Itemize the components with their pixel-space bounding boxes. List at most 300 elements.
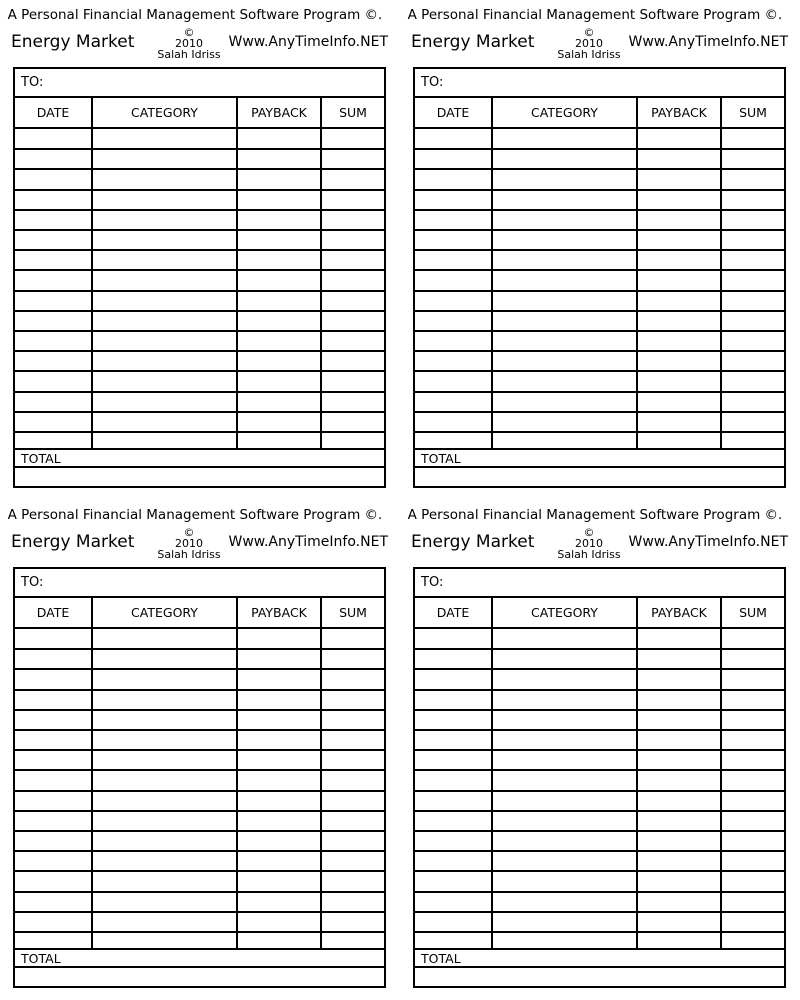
cell-payback[interactable]: [238, 831, 320, 849]
cell-sum[interactable]: [722, 690, 784, 708]
cell-category[interactable]: [93, 412, 236, 430]
cell-category[interactable]: [93, 371, 236, 389]
cell-payback[interactable]: [238, 331, 320, 349]
table-row[interactable]: [15, 371, 384, 391]
total-value[interactable]: [415, 968, 784, 986]
table-row[interactable]: [415, 392, 784, 412]
cell-date[interactable]: [15, 351, 91, 369]
table-row[interactable]: [15, 311, 384, 331]
cell-payback[interactable]: [238, 169, 320, 187]
cell-date[interactable]: [415, 871, 491, 889]
cell-payback[interactable]: [238, 669, 320, 687]
cell-category[interactable]: [493, 169, 636, 187]
cell-payback[interactable]: [638, 210, 720, 228]
cell-payback[interactable]: [238, 371, 320, 389]
table-row[interactable]: [415, 169, 784, 189]
cell-sum[interactable]: [322, 190, 384, 208]
cell-category[interactable]: [493, 851, 636, 869]
table-row[interactable]: [15, 629, 384, 649]
table-row[interactable]: [415, 892, 784, 912]
cell-category[interactable]: [493, 190, 636, 208]
cell-sum[interactable]: [722, 669, 784, 687]
cell-category[interactable]: [493, 270, 636, 288]
cell-payback[interactable]: [238, 851, 320, 869]
cell-date[interactable]: [15, 750, 91, 768]
cell-payback[interactable]: [638, 690, 720, 708]
cell-category[interactable]: [93, 129, 236, 147]
cell-sum[interactable]: [722, 730, 784, 748]
cell-category[interactable]: [93, 351, 236, 369]
cell-category[interactable]: [93, 250, 236, 268]
table-row[interactable]: [415, 371, 784, 391]
table-row[interactable]: [15, 669, 384, 689]
cell-category[interactable]: [93, 871, 236, 889]
cell-payback[interactable]: [238, 270, 320, 288]
table-row[interactable]: [15, 770, 384, 790]
cell-sum[interactable]: [322, 730, 384, 748]
table-row[interactable]: [15, 892, 384, 912]
cell-sum[interactable]: [322, 791, 384, 809]
cell-category[interactable]: [493, 412, 636, 430]
table-row[interactable]: [15, 791, 384, 811]
cell-sum[interactable]: [722, 770, 784, 788]
cell-date[interactable]: [415, 649, 491, 667]
table-row[interactable]: [415, 710, 784, 730]
cell-date[interactable]: [415, 149, 491, 167]
cell-date[interactable]: [15, 770, 91, 788]
cell-payback[interactable]: [638, 649, 720, 667]
cell-date[interactable]: [15, 831, 91, 849]
to-row[interactable]: [415, 69, 784, 98]
cell-category[interactable]: [93, 811, 236, 829]
table-row[interactable]: [15, 710, 384, 730]
cell-date[interactable]: [15, 791, 91, 809]
cell-date[interactable]: [15, 730, 91, 748]
table-row[interactable]: [15, 690, 384, 710]
cell-payback[interactable]: [638, 871, 720, 889]
cell-date[interactable]: [15, 230, 91, 248]
table-row[interactable]: [15, 270, 384, 290]
cell-category[interactable]: [493, 690, 636, 708]
cell-sum[interactable]: [722, 871, 784, 889]
table-row[interactable]: [15, 851, 384, 871]
cell-sum[interactable]: [722, 291, 784, 309]
cell-sum[interactable]: [322, 371, 384, 389]
cell-date[interactable]: [415, 129, 491, 147]
cell-sum[interactable]: [322, 250, 384, 268]
cell-date[interactable]: [415, 710, 491, 728]
cell-sum[interactable]: [722, 851, 784, 869]
table-row[interactable]: [415, 291, 784, 311]
cell-sum[interactable]: [722, 270, 784, 288]
cell-sum[interactable]: [722, 371, 784, 389]
cell-sum[interactable]: [722, 169, 784, 187]
table-row[interactable]: [415, 770, 784, 790]
to-row[interactable]: [415, 569, 784, 598]
table-row[interactable]: [15, 750, 384, 770]
cell-category[interactable]: [493, 871, 636, 889]
cell-payback[interactable]: [638, 750, 720, 768]
cell-date[interactable]: [15, 649, 91, 667]
cell-sum[interactable]: [322, 669, 384, 687]
table-row[interactable]: [415, 190, 784, 210]
cell-category[interactable]: [493, 331, 636, 349]
table-row[interactable]: [415, 871, 784, 891]
table-row[interactable]: [415, 230, 784, 250]
table-row[interactable]: [15, 230, 384, 250]
cell-sum[interactable]: [722, 392, 784, 410]
cell-date[interactable]: [415, 230, 491, 248]
cell-category[interactable]: [493, 371, 636, 389]
cell-date[interactable]: [415, 750, 491, 768]
cell-payback[interactable]: [238, 770, 320, 788]
cell-category[interactable]: [493, 291, 636, 309]
cell-category[interactable]: [93, 629, 236, 647]
cell-payback[interactable]: [238, 730, 320, 748]
cell-date[interactable]: [415, 250, 491, 268]
cell-date[interactable]: [15, 412, 91, 430]
cell-payback[interactable]: [238, 351, 320, 369]
cell-category[interactable]: [493, 250, 636, 268]
cell-category[interactable]: [493, 831, 636, 849]
cell-payback[interactable]: [638, 770, 720, 788]
cell-payback[interactable]: [238, 811, 320, 829]
cell-sum[interactable]: [322, 311, 384, 329]
table-row[interactable]: [15, 291, 384, 311]
cell-payback[interactable]: [638, 311, 720, 329]
cell-date[interactable]: [415, 690, 491, 708]
cell-category[interactable]: [93, 892, 236, 910]
cell-sum[interactable]: [322, 831, 384, 849]
cell-sum[interactable]: [322, 770, 384, 788]
table-row[interactable]: [15, 392, 384, 412]
cell-category[interactable]: [93, 710, 236, 728]
table-row[interactable]: [415, 690, 784, 710]
cell-category[interactable]: [93, 912, 236, 930]
cell-payback[interactable]: [238, 690, 320, 708]
cell-date[interactable]: [415, 392, 491, 410]
table-row[interactable]: [415, 831, 784, 851]
table-row[interactable]: [415, 331, 784, 351]
cell-sum[interactable]: [322, 149, 384, 167]
table-row[interactable]: [15, 210, 384, 230]
cell-category[interactable]: [93, 270, 236, 288]
table-row[interactable]: [415, 311, 784, 331]
total-value[interactable]: [415, 468, 784, 486]
table-row[interactable]: [415, 270, 784, 290]
cell-date[interactable]: [15, 371, 91, 389]
cell-category[interactable]: [493, 791, 636, 809]
cell-date[interactable]: [415, 831, 491, 849]
table-row[interactable]: [415, 210, 784, 230]
cell-payback[interactable]: [638, 250, 720, 268]
cell-payback[interactable]: [638, 392, 720, 410]
cell-sum[interactable]: [722, 710, 784, 728]
cell-category[interactable]: [93, 649, 236, 667]
cell-category[interactable]: [493, 710, 636, 728]
cell-sum[interactable]: [722, 892, 784, 910]
cell-date[interactable]: [15, 250, 91, 268]
cell-sum[interactable]: [322, 710, 384, 728]
cell-date[interactable]: [15, 169, 91, 187]
cell-payback[interactable]: [638, 169, 720, 187]
cell-payback[interactable]: [238, 412, 320, 430]
cell-sum[interactable]: [722, 629, 784, 647]
cell-sum[interactable]: [722, 190, 784, 208]
cell-category[interactable]: [493, 912, 636, 930]
cell-date[interactable]: [15, 710, 91, 728]
cell-category[interactable]: [93, 669, 236, 687]
cell-sum[interactable]: [722, 230, 784, 248]
table-row[interactable]: [15, 331, 384, 351]
cell-sum[interactable]: [322, 129, 384, 147]
cell-category[interactable]: [93, 690, 236, 708]
cell-sum[interactable]: [722, 250, 784, 268]
cell-category[interactable]: [93, 190, 236, 208]
cell-date[interactable]: [15, 311, 91, 329]
cell-payback[interactable]: [638, 811, 720, 829]
cell-sum[interactable]: [722, 412, 784, 430]
cell-payback[interactable]: [638, 351, 720, 369]
cell-sum[interactable]: [322, 412, 384, 430]
cell-category[interactable]: [93, 331, 236, 349]
cell-category[interactable]: [493, 149, 636, 167]
cell-date[interactable]: [15, 291, 91, 309]
table-row[interactable]: [15, 190, 384, 210]
cell-sum[interactable]: [322, 291, 384, 309]
cell-date[interactable]: [15, 190, 91, 208]
cell-payback[interactable]: [238, 311, 320, 329]
cell-category[interactable]: [493, 351, 636, 369]
cell-payback[interactable]: [638, 331, 720, 349]
cell-sum[interactable]: [322, 649, 384, 667]
to-row[interactable]: [15, 569, 384, 598]
cell-payback[interactable]: [638, 149, 720, 167]
cell-date[interactable]: [15, 331, 91, 349]
table-row[interactable]: [415, 149, 784, 169]
cell-date[interactable]: [415, 291, 491, 309]
table-row[interactable]: [415, 129, 784, 149]
cell-payback[interactable]: [238, 871, 320, 889]
cell-payback[interactable]: [238, 392, 320, 410]
cell-sum[interactable]: [722, 331, 784, 349]
cell-payback[interactable]: [638, 730, 720, 748]
to-row[interactable]: [15, 69, 384, 98]
cell-sum[interactable]: [722, 649, 784, 667]
table-row[interactable]: [415, 629, 784, 649]
cell-date[interactable]: [415, 351, 491, 369]
cell-sum[interactable]: [722, 129, 784, 147]
table-row[interactable]: [15, 831, 384, 851]
cell-payback[interactable]: [638, 190, 720, 208]
table-row[interactable]: [15, 811, 384, 831]
cell-category[interactable]: [493, 730, 636, 748]
table-row[interactable]: [15, 250, 384, 270]
cell-date[interactable]: [415, 912, 491, 930]
cell-date[interactable]: [15, 811, 91, 829]
cell-category[interactable]: [493, 210, 636, 228]
cell-payback[interactable]: [638, 629, 720, 647]
cell-date[interactable]: [15, 851, 91, 869]
table-row[interactable]: [415, 649, 784, 669]
cell-payback[interactable]: [238, 230, 320, 248]
cell-payback[interactable]: [638, 791, 720, 809]
cell-sum[interactable]: [322, 912, 384, 930]
cell-category[interactable]: [93, 230, 236, 248]
cell-sum[interactable]: [722, 831, 784, 849]
cell-category[interactable]: [493, 669, 636, 687]
cell-category[interactable]: [93, 392, 236, 410]
table-row[interactable]: [415, 250, 784, 270]
cell-category[interactable]: [93, 210, 236, 228]
table-row[interactable]: [15, 730, 384, 750]
cell-category[interactable]: [93, 750, 236, 768]
cell-date[interactable]: [415, 331, 491, 349]
cell-category[interactable]: [493, 770, 636, 788]
cell-sum[interactable]: [322, 351, 384, 369]
cell-sum[interactable]: [322, 230, 384, 248]
cell-payback[interactable]: [638, 371, 720, 389]
cell-category[interactable]: [93, 149, 236, 167]
cell-date[interactable]: [415, 371, 491, 389]
cell-sum[interactable]: [722, 210, 784, 228]
cell-payback[interactable]: [638, 831, 720, 849]
cell-date[interactable]: [415, 811, 491, 829]
table-row[interactable]: [415, 730, 784, 750]
cell-date[interactable]: [415, 190, 491, 208]
cell-sum[interactable]: [722, 791, 784, 809]
cell-date[interactable]: [415, 669, 491, 687]
cell-payback[interactable]: [238, 149, 320, 167]
table-row[interactable]: [15, 169, 384, 189]
cell-sum[interactable]: [722, 149, 784, 167]
cell-payback[interactable]: [238, 791, 320, 809]
cell-category[interactable]: [93, 791, 236, 809]
cell-date[interactable]: [415, 892, 491, 910]
cell-category[interactable]: [93, 730, 236, 748]
table-row[interactable]: [415, 750, 784, 770]
cell-payback[interactable]: [238, 629, 320, 647]
cell-date[interactable]: [415, 270, 491, 288]
table-row[interactable]: [415, 811, 784, 831]
cell-sum[interactable]: [322, 690, 384, 708]
cell-date[interactable]: [415, 412, 491, 430]
cell-sum[interactable]: [322, 629, 384, 647]
cell-date[interactable]: [415, 730, 491, 748]
cell-payback[interactable]: [238, 892, 320, 910]
table-row[interactable]: [415, 351, 784, 371]
cell-payback[interactable]: [638, 412, 720, 430]
cell-payback[interactable]: [238, 291, 320, 309]
cell-sum[interactable]: [722, 351, 784, 369]
table-row[interactable]: [415, 851, 784, 871]
cell-payback[interactable]: [638, 710, 720, 728]
cell-date[interactable]: [415, 311, 491, 329]
cell-sum[interactable]: [722, 811, 784, 829]
cell-payback[interactable]: [638, 291, 720, 309]
cell-category[interactable]: [493, 649, 636, 667]
table-row[interactable]: [415, 791, 784, 811]
cell-sum[interactable]: [322, 210, 384, 228]
cell-sum[interactable]: [322, 331, 384, 349]
cell-date[interactable]: [15, 690, 91, 708]
cell-category[interactable]: [493, 750, 636, 768]
cell-category[interactable]: [93, 311, 236, 329]
cell-date[interactable]: [15, 149, 91, 167]
cell-date[interactable]: [415, 629, 491, 647]
cell-sum[interactable]: [322, 392, 384, 410]
cell-date[interactable]: [15, 210, 91, 228]
cell-date[interactable]: [15, 392, 91, 410]
cell-category[interactable]: [93, 851, 236, 869]
cell-date[interactable]: [415, 770, 491, 788]
cell-payback[interactable]: [238, 750, 320, 768]
cell-date[interactable]: [415, 791, 491, 809]
cell-payback[interactable]: [238, 250, 320, 268]
cell-sum[interactable]: [322, 892, 384, 910]
cell-category[interactable]: [93, 169, 236, 187]
total-value[interactable]: [15, 468, 384, 486]
cell-category[interactable]: [93, 291, 236, 309]
table-row[interactable]: [415, 912, 784, 932]
table-row[interactable]: [415, 412, 784, 432]
table-row[interactable]: [15, 871, 384, 891]
cell-sum[interactable]: [322, 871, 384, 889]
cell-category[interactable]: [93, 831, 236, 849]
cell-payback[interactable]: [238, 210, 320, 228]
cell-payback[interactable]: [638, 851, 720, 869]
cell-date[interactable]: [15, 892, 91, 910]
cell-sum[interactable]: [722, 750, 784, 768]
cell-date[interactable]: [415, 210, 491, 228]
table-row[interactable]: [15, 129, 384, 149]
cell-date[interactable]: [15, 629, 91, 647]
cell-sum[interactable]: [722, 311, 784, 329]
cell-category[interactable]: [493, 392, 636, 410]
cell-sum[interactable]: [322, 750, 384, 768]
table-row[interactable]: [415, 669, 784, 689]
cell-category[interactable]: [493, 311, 636, 329]
cell-payback[interactable]: [638, 129, 720, 147]
cell-payback[interactable]: [638, 270, 720, 288]
cell-sum[interactable]: [322, 169, 384, 187]
cell-date[interactable]: [15, 270, 91, 288]
cell-category[interactable]: [93, 770, 236, 788]
cell-date[interactable]: [415, 169, 491, 187]
cell-sum[interactable]: [322, 851, 384, 869]
cell-payback[interactable]: [638, 912, 720, 930]
cell-payback[interactable]: [238, 912, 320, 930]
table-row[interactable]: [15, 351, 384, 371]
cell-category[interactable]: [493, 811, 636, 829]
cell-category[interactable]: [493, 629, 636, 647]
cell-payback[interactable]: [238, 190, 320, 208]
cell-payback[interactable]: [638, 669, 720, 687]
cell-sum[interactable]: [722, 912, 784, 930]
table-row[interactable]: [15, 412, 384, 432]
cell-payback[interactable]: [238, 649, 320, 667]
cell-date[interactable]: [15, 129, 91, 147]
cell-category[interactable]: [493, 892, 636, 910]
cell-category[interactable]: [493, 129, 636, 147]
cell-date[interactable]: [15, 669, 91, 687]
cell-date[interactable]: [415, 851, 491, 869]
table-row[interactable]: [15, 149, 384, 169]
cell-payback[interactable]: [638, 230, 720, 248]
cell-category[interactable]: [493, 230, 636, 248]
cell-date[interactable]: [15, 871, 91, 889]
cell-payback[interactable]: [638, 892, 720, 910]
